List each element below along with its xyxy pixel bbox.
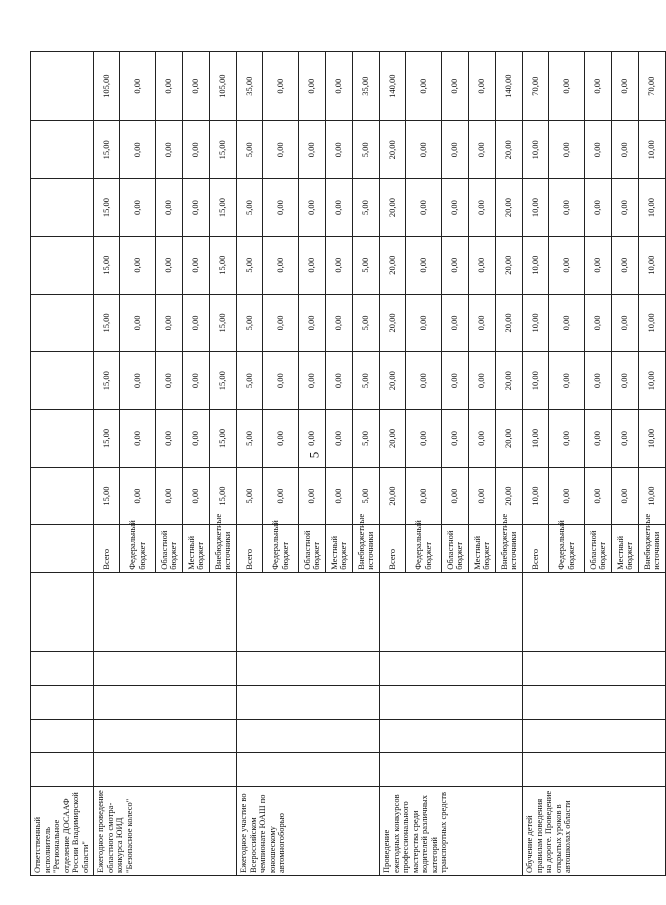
- year-value-cell: 0,00: [612, 121, 639, 179]
- year-value-cell: 0,00: [406, 467, 442, 525]
- year-value-cell: 10,00: [523, 467, 549, 525]
- year-value-cell: 0,00: [469, 179, 496, 237]
- funding-source-cell: Внебюджетные источники: [353, 525, 380, 572]
- year-value-cell: 0,00: [263, 121, 299, 179]
- empty-cell: [380, 753, 523, 787]
- empty-header-cell: [31, 686, 94, 720]
- funding-source-cell: Внебюджетные источники: [496, 525, 523, 572]
- year-value-cell: 0,00: [612, 179, 639, 237]
- year-value-cell: 20,00: [496, 467, 523, 525]
- empty-cell: [237, 719, 380, 753]
- year-value-cell: 5,00: [237, 352, 263, 410]
- empty-cell: [94, 719, 237, 753]
- year-value-cell: 15,00: [94, 121, 120, 179]
- year-value-cell: 15,00: [210, 467, 237, 525]
- empty-header-cell: [31, 352, 94, 410]
- year-value-cell: 0,00: [263, 294, 299, 352]
- year-value-cell: 5,00: [353, 410, 380, 468]
- year-value-cell: 0,00: [263, 467, 299, 525]
- total-value-cell: 0,00: [156, 52, 183, 121]
- funding-source-cell: Областной бюджет: [585, 525, 612, 572]
- year-value-cell: 0,00: [612, 410, 639, 468]
- funding-source-cell: Федеральный бюджет: [406, 525, 442, 572]
- year-value-cell: 5,00: [237, 236, 263, 294]
- year-value-cell: 0,00: [183, 467, 210, 525]
- year-value-cell: 20,00: [496, 236, 523, 294]
- total-value-cell: 105,00: [94, 52, 120, 121]
- year-value-cell: 10,00: [639, 410, 666, 468]
- total-value-cell: 105,00: [210, 52, 237, 121]
- total-value-cell: 0,00: [183, 52, 210, 121]
- year-value-cell: 0,00: [549, 410, 585, 468]
- year-value-cell: 0,00: [585, 179, 612, 237]
- total-value-cell: 35,00: [237, 52, 263, 121]
- table-row: [523, 52, 549, 876]
- empty-header-cell: [31, 467, 94, 525]
- empty-header-cell: [31, 753, 94, 787]
- total-value-cell: 0,00: [612, 52, 639, 121]
- year-value-cell: 5,00: [353, 236, 380, 294]
- activity-name-cell: Ежегодное участие во Всероссийском чемпионате ЮАШ по юношескому автомногоборью: [237, 786, 380, 875]
- empty-header-cell: [31, 652, 94, 686]
- year-value-cell: 5,00: [353, 121, 380, 179]
- year-value-cell: 10,00: [639, 352, 666, 410]
- year-value-cell: 10,00: [639, 467, 666, 525]
- year-value-cell: 0,00: [585, 294, 612, 352]
- table-row: [94, 52, 120, 876]
- year-value-cell: 15,00: [94, 294, 120, 352]
- year-value-cell: 0,00: [442, 236, 469, 294]
- year-value-cell: 0,00: [120, 352, 156, 410]
- empty-cell: [523, 652, 666, 686]
- table-body: [31, 52, 666, 876]
- funding-source-cell: Всего: [380, 525, 406, 572]
- total-value-cell: 140,00: [380, 52, 406, 121]
- page-number: 5: [306, 451, 322, 459]
- year-value-cell: 0,00: [183, 294, 210, 352]
- year-value-cell: 15,00: [94, 352, 120, 410]
- year-value-cell: 10,00: [639, 121, 666, 179]
- year-value-cell: 20,00: [380, 467, 406, 525]
- funding-source-cell: Областной бюджет: [156, 525, 183, 572]
- empty-cell: [380, 719, 523, 753]
- year-value-cell: 0,00: [585, 236, 612, 294]
- total-value-cell: 140,00: [496, 52, 523, 121]
- year-value-cell: 15,00: [94, 179, 120, 237]
- empty-header-cell: [31, 525, 94, 572]
- year-value-cell: 0,00: [120, 294, 156, 352]
- empty-cell: [237, 686, 380, 720]
- year-value-cell: 0,00: [299, 121, 326, 179]
- year-value-cell: 0,00: [469, 294, 496, 352]
- year-value-cell: 0,00: [326, 410, 353, 468]
- empty-cell: [523, 686, 666, 720]
- year-value-cell: 0,00: [156, 236, 183, 294]
- year-value-cell: 5,00: [237, 294, 263, 352]
- year-value-cell: 20,00: [380, 352, 406, 410]
- year-value-cell: 0,00: [549, 236, 585, 294]
- year-value-cell: 0,00: [326, 294, 353, 352]
- funding-source-cell: Местный бюджет: [612, 525, 639, 572]
- year-value-cell: 0,00: [442, 179, 469, 237]
- year-value-cell: 0,00: [549, 121, 585, 179]
- funding-source-cell: Всего: [523, 525, 549, 572]
- year-value-cell: 0,00: [442, 121, 469, 179]
- funding-source-cell: Федеральный бюджет: [263, 525, 299, 572]
- year-value-cell: 0,00: [156, 352, 183, 410]
- year-value-cell: 20,00: [496, 121, 523, 179]
- empty-cell: [94, 686, 237, 720]
- year-value-cell: 0,00: [120, 467, 156, 525]
- year-value-cell: 0,00: [612, 352, 639, 410]
- responsible-executor-cell: Ответственный исполнитель "Региональное отделение ДОСААФ России Владимирской области": [31, 786, 94, 875]
- total-value-cell: 70,00: [523, 52, 549, 121]
- total-value-cell: 0,00: [299, 52, 326, 121]
- year-value-cell: 0,00: [326, 352, 353, 410]
- funding-source-cell: Местный бюджет: [183, 525, 210, 572]
- year-value-cell: 0,00: [442, 294, 469, 352]
- year-value-cell: 0,00: [549, 294, 585, 352]
- empty-header-cell: [31, 236, 94, 294]
- year-value-cell: 0,00: [183, 236, 210, 294]
- year-value-cell: 10,00: [639, 294, 666, 352]
- activity-name-cell: Проведение ежегодных конкурсов профессионального мастерства среди водителей различных категорий транспортных средств: [380, 786, 523, 875]
- empty-cell: [94, 652, 237, 686]
- total-value-cell: 70,00: [639, 52, 666, 121]
- year-value-cell: 5,00: [353, 467, 380, 525]
- activity-name-cell: Обучение детей правилам поведения на дороге. Проведение открытых уроков в автошколах области: [523, 786, 666, 875]
- year-value-cell: 0,00: [183, 352, 210, 410]
- empty-header-cell: [31, 121, 94, 179]
- year-value-cell: 10,00: [523, 236, 549, 294]
- year-value-cell: 10,00: [523, 410, 549, 468]
- year-value-cell: 5,00: [237, 121, 263, 179]
- empty-header-cell: [31, 294, 94, 352]
- year-value-cell: 0,00: [469, 352, 496, 410]
- year-value-cell: 20,00: [380, 410, 406, 468]
- year-value-cell: 15,00: [210, 410, 237, 468]
- year-value-cell: 20,00: [380, 121, 406, 179]
- year-value-cell: 5,00: [237, 467, 263, 525]
- funding-source-cell: Федеральный бюджет: [549, 525, 585, 572]
- funding-source-cell: Местный бюджет: [469, 525, 496, 572]
- year-value-cell: 15,00: [94, 236, 120, 294]
- year-value-cell: 0,00: [612, 467, 639, 525]
- table-row: [380, 52, 406, 876]
- year-value-cell: 0,00: [469, 236, 496, 294]
- year-value-cell: 0,00: [585, 121, 612, 179]
- year-value-cell: 20,00: [496, 294, 523, 352]
- year-value-cell: 15,00: [210, 236, 237, 294]
- year-value-cell: 0,00: [585, 352, 612, 410]
- year-value-cell: 0,00: [183, 179, 210, 237]
- total-value-cell: 0,00: [326, 52, 353, 121]
- total-value-cell: 0,00: [120, 52, 156, 121]
- table-row: [237, 52, 263, 876]
- year-value-cell: 0,00: [299, 236, 326, 294]
- funding-source-cell: Всего: [94, 525, 120, 572]
- year-value-cell: 0,00: [120, 236, 156, 294]
- year-value-cell: 20,00: [380, 236, 406, 294]
- year-value-cell: 0,00: [612, 236, 639, 294]
- year-value-cell: 0,00: [156, 179, 183, 237]
- year-value-cell: 0,00: [299, 294, 326, 352]
- activity-name-cell: Ежегодное проведение областного смотра-конкурса ЮИД "Безопасное колесо": [94, 786, 237, 875]
- empty-cell: [380, 572, 523, 652]
- year-value-cell: 0,00: [549, 179, 585, 237]
- year-value-cell: 0,00: [406, 352, 442, 410]
- year-value-cell: 0,00: [585, 410, 612, 468]
- empty-header-cell: [31, 572, 94, 652]
- year-value-cell: 0,00: [263, 236, 299, 294]
- funding-source-cell: Местный бюджет: [326, 525, 353, 572]
- year-value-cell: 10,00: [523, 352, 549, 410]
- year-value-cell: 0,00: [326, 236, 353, 294]
- year-value-cell: 0,00: [299, 352, 326, 410]
- year-value-cell: 20,00: [496, 352, 523, 410]
- empty-header-cell: [31, 410, 94, 468]
- year-value-cell: 0,00: [183, 121, 210, 179]
- year-value-cell: 15,00: [210, 294, 237, 352]
- year-value-cell: 15,00: [210, 352, 237, 410]
- year-value-cell: 0,00: [263, 179, 299, 237]
- funding-source-cell: Внебюджетные источники: [210, 525, 237, 572]
- year-value-cell: 5,00: [353, 179, 380, 237]
- year-value-cell: 0,00: [442, 467, 469, 525]
- year-value-cell: 0,00: [406, 121, 442, 179]
- year-value-cell: 5,00: [353, 294, 380, 352]
- empty-cell: [237, 753, 380, 787]
- year-value-cell: 0,00: [406, 179, 442, 237]
- funding-source-cell: Внебюджетные источники: [639, 525, 666, 572]
- year-value-cell: 0,00: [326, 179, 353, 237]
- year-value-cell: 20,00: [496, 410, 523, 468]
- empty-cell: [237, 652, 380, 686]
- year-value-cell: 0,00: [549, 352, 585, 410]
- empty-cell: [523, 572, 666, 652]
- year-value-cell: 0,00: [156, 410, 183, 468]
- year-value-cell: 10,00: [523, 179, 549, 237]
- year-value-cell: 0,00: [442, 410, 469, 468]
- total-value-cell: 0,00: [585, 52, 612, 121]
- year-value-cell: 20,00: [496, 179, 523, 237]
- year-value-cell: 0,00: [406, 236, 442, 294]
- year-value-cell: 0,00: [406, 294, 442, 352]
- year-value-cell: 10,00: [639, 236, 666, 294]
- rotated-table-container: [30, 51, 661, 876]
- empty-header-cell: [31, 52, 94, 121]
- year-value-cell: 0,00: [120, 179, 156, 237]
- year-value-cell: 15,00: [210, 121, 237, 179]
- total-value-cell: 0,00: [263, 52, 299, 121]
- year-value-cell: 0,00: [469, 467, 496, 525]
- year-value-cell: 15,00: [210, 179, 237, 237]
- empty-cell: [237, 572, 380, 652]
- year-value-cell: 0,00: [120, 121, 156, 179]
- year-value-cell: 10,00: [639, 179, 666, 237]
- year-value-cell: 5,00: [353, 352, 380, 410]
- year-value-cell: 0,00: [442, 352, 469, 410]
- budget-table: [30, 51, 666, 876]
- year-value-cell: 0,00: [120, 410, 156, 468]
- empty-header-cell: [31, 719, 94, 753]
- total-value-cell: 0,00: [469, 52, 496, 121]
- year-value-cell: 15,00: [94, 467, 120, 525]
- year-value-cell: 10,00: [523, 121, 549, 179]
- year-value-cell: 0,00: [263, 410, 299, 468]
- empty-cell: [523, 719, 666, 753]
- year-value-cell: 20,00: [380, 294, 406, 352]
- year-value-cell: 15,00: [94, 410, 120, 468]
- year-value-cell: 0,00: [585, 467, 612, 525]
- year-value-cell: 0,00: [326, 467, 353, 525]
- empty-header-cell: [31, 179, 94, 237]
- funding-source-cell: Областной бюджет: [299, 525, 326, 572]
- funding-source-cell: Всего: [237, 525, 263, 572]
- year-value-cell: 0,00: [263, 352, 299, 410]
- total-value-cell: 0,00: [406, 52, 442, 121]
- empty-cell: [94, 572, 237, 652]
- year-value-cell: 0,00: [299, 410, 326, 468]
- empty-cell: [380, 686, 523, 720]
- empty-cell: [523, 753, 666, 787]
- year-value-cell: 5,00: [237, 410, 263, 468]
- year-value-cell: 0,00: [549, 467, 585, 525]
- funding-source-cell: Областной бюджет: [442, 525, 469, 572]
- year-value-cell: 20,00: [380, 179, 406, 237]
- empty-cell: [94, 753, 237, 787]
- year-value-cell: 0,00: [469, 410, 496, 468]
- year-value-cell: 0,00: [156, 294, 183, 352]
- year-value-cell: 0,00: [326, 121, 353, 179]
- total-value-cell: 0,00: [549, 52, 585, 121]
- total-value-cell: 35,00: [353, 52, 380, 121]
- empty-cell: [380, 652, 523, 686]
- year-value-cell: 5,00: [237, 179, 263, 237]
- year-value-cell: 0,00: [612, 294, 639, 352]
- year-value-cell: 0,00: [156, 121, 183, 179]
- year-value-cell: 0,00: [406, 410, 442, 468]
- total-value-cell: 0,00: [442, 52, 469, 121]
- year-value-cell: 0,00: [299, 467, 326, 525]
- year-value-cell: 10,00: [523, 294, 549, 352]
- year-value-cell: 0,00: [299, 179, 326, 237]
- year-value-cell: 0,00: [183, 410, 210, 468]
- funding-source-cell: Федеральный бюджет: [120, 525, 156, 572]
- header-row: [31, 52, 94, 876]
- year-value-cell: 0,00: [156, 467, 183, 525]
- year-value-cell: 0,00: [469, 121, 496, 179]
